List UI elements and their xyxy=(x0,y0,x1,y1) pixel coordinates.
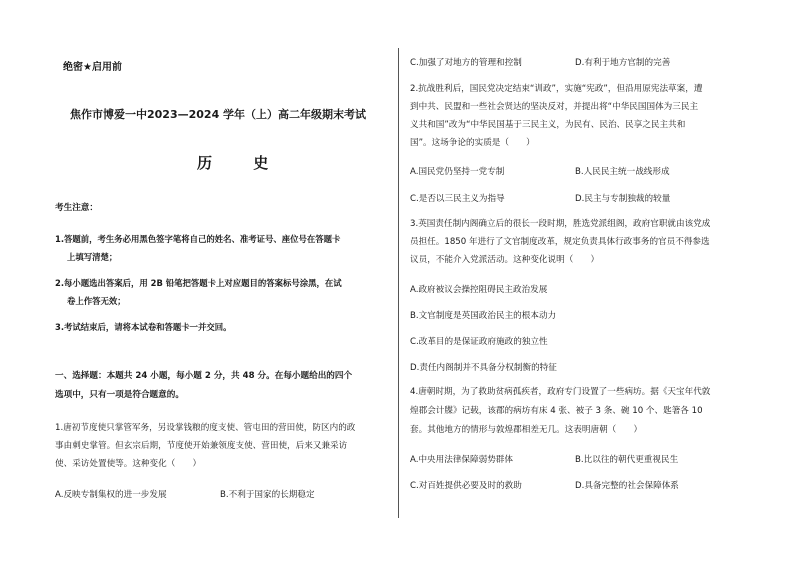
q2-option-b: B.人民民主统一战线形成 xyxy=(575,167,670,177)
section-heading-line2: 选项中，只有一项是符合题意的。 xyxy=(55,390,184,400)
q3-line2: 员担任。1850 年进行了文官制度改革，规定负责具体行政事务的官员不得参选 xyxy=(410,237,710,247)
notice-item-1-line2: 上填写清楚； xyxy=(67,252,118,262)
q4-option-b: B.比以往的朝代更重视民生 xyxy=(575,455,679,465)
exam-title: 焦作市博爱一中2023—2024 学年（上）高二年级期末考试 xyxy=(70,108,367,121)
q2-option-d: D.民主与专制独裁的较量 xyxy=(575,194,671,204)
q4-option-d: D.具备完整的社会保障体系 xyxy=(575,481,679,491)
q1-line1: 1.唐初节度使只掌管军务，另设掌钱粮的度支使、管屯田的营田使，防区内的政 xyxy=(55,423,356,433)
q1-option-d: D.有利于地方官制的完善 xyxy=(575,58,671,68)
q4-line2: 煌郡会计牒》记载，该郡的病坊有床 4 张、被子 3 条、碗 10 个、匙箸各 10 xyxy=(410,406,703,416)
q2-line1: 2.抗战胜利后，国民党决定结束“训政”，实施“宪政”，但沿用原宪法草案，遭 xyxy=(410,84,703,94)
q4-option-a: A.中央用法律保障弱势群体 xyxy=(410,455,513,465)
q1-line2: 事由刺史掌管。但玄宗后期，节度使开始兼领度支使、营田使，后来又兼采访 xyxy=(55,441,348,451)
q1-option-c: C.加强了对地方的管理和控制 xyxy=(410,58,522,68)
notice-item-3: 3.考试结束后，请将本试卷和答题卡一并交回。 xyxy=(55,322,232,332)
q2-option-a: A.国民党仍坚持一党专制 xyxy=(410,167,505,177)
q3-option-d: D.责任内阁制并不具备分权制衡的特征 xyxy=(410,363,557,373)
notice-item-1-line1: 1.答题前，考生务必用黑色签字笔将自己的姓名、准考证号、座位号在答题卡 xyxy=(55,234,341,244)
q2-line4: 国”。这场争论的实质是（ ） xyxy=(410,138,535,148)
secret-label: 绝密★启用前 xyxy=(63,62,122,73)
q1-option-b: B.不利于国家的长期稳定 xyxy=(220,490,315,500)
q3-line1: 3.英国责任制内阁确立后的很长一段时期，胜选党派组阁，政府官职就由该党成 xyxy=(410,219,711,229)
q3-option-a: A.政府被议会操控阻碍民主政治发展 xyxy=(410,285,548,295)
q1-line3: 使、采访处置使等。这种变化（ ） xyxy=(55,459,202,469)
section-heading-line1: 一、选择题：本题共 24 小题，每小题 2 分，共 48 分。在每小题给出的四个 xyxy=(55,371,353,381)
notice-item-2-line2: 卷上作答无效； xyxy=(67,296,126,306)
q2-line3: 义共和国”改为“中华民国基于三民主义，为民有、民治、民享之民主共和 xyxy=(410,120,686,130)
column-divider xyxy=(398,48,399,518)
q3-line3: 议员，不能介入党派活动。这种变化说明（ ） xyxy=(410,255,600,265)
subject-title: 历 史 xyxy=(197,154,287,172)
q2-option-c: C.是否以三民主义为指导 xyxy=(410,194,505,204)
q4-line1: 4.唐朝时期，为了救助贫病孤疾者，政府专门设置了一些病坊。据《天宝年代敦 xyxy=(410,387,711,397)
q1-option-a: A.反映专制集权的进一步发展 xyxy=(55,490,167,500)
q3-option-c: C.改革目的是保证政府施政的独立性 xyxy=(410,337,548,347)
notice-heading: 考生注意： xyxy=(55,203,98,213)
q4-option-c: C.对百姓提供必要及时的救助 xyxy=(410,481,522,491)
q4-line3: 套。其他地方的情形与敦煌郡相差无几。这表明唐朝（ ） xyxy=(410,425,643,435)
q3-option-b: B.文官制度是英国政治民主的根本动力 xyxy=(410,311,557,321)
q2-line2: 到中共、民盟和一些社会贤达的坚决反对，并提出将“中华民国国体为三民主 xyxy=(410,102,699,112)
notice-item-2-line1: 2.每小题选出答案后，用 2B 铅笔把答题卡上对应题目的答案标号涂黑，在试 xyxy=(55,278,342,288)
